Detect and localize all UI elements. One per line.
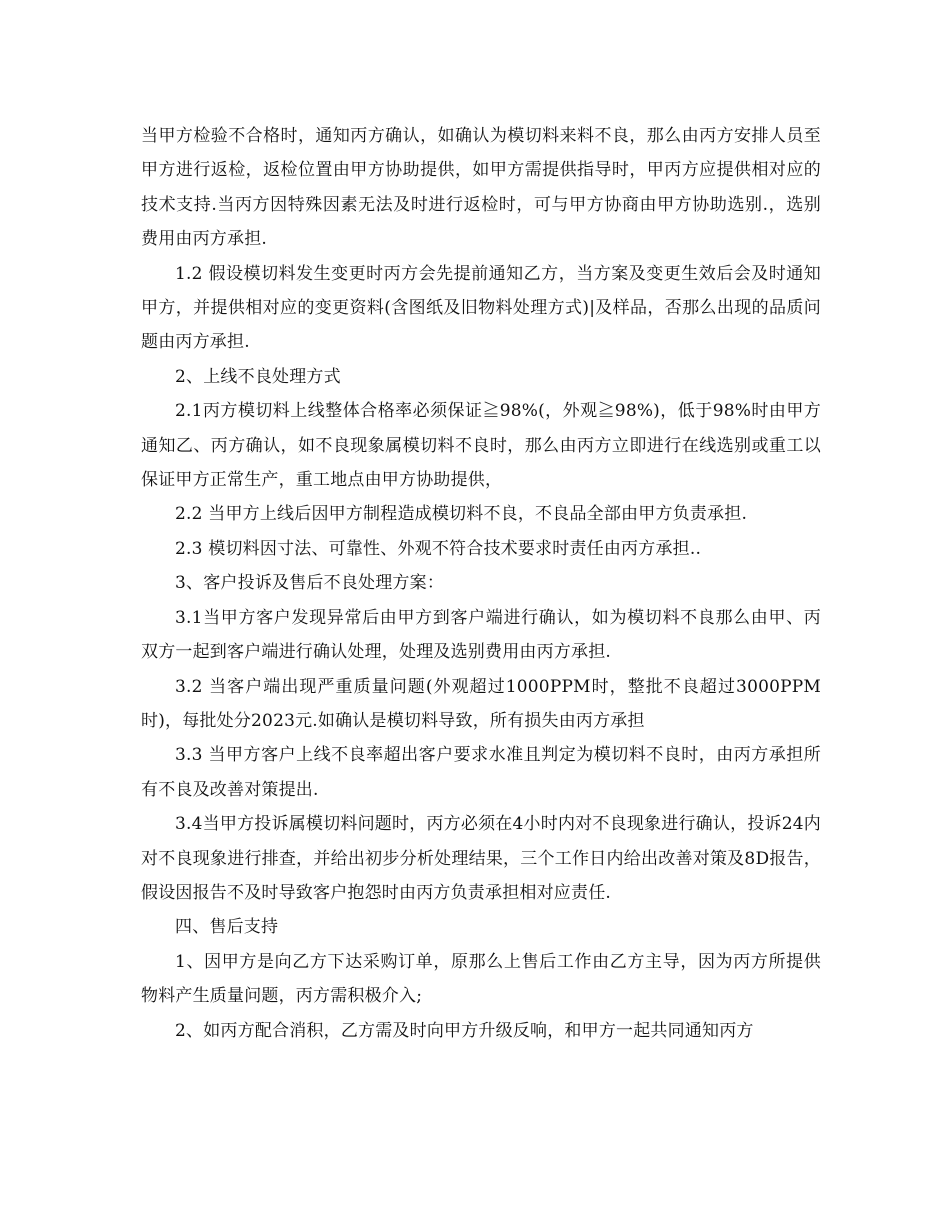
paragraph-2-3-spec-responsibility: 2.3 模切料因寸法、可靠性、外观不符合技术要求时责任由丙方承担.. — [175, 538, 702, 559]
paragraph-4-1-purchase-order: 1、因甲方是向乙方下达采购订单，原那么上售后工作由乙方主导，因为丙方所提供物料产生质量问题，丙方需积极介入; — [141, 951, 821, 1007]
paragraph-1-2-change-notice: 1.2 假设模切料发生变更时丙方会先提前通知乙方，当方案及变更生效后会及时通知甲方，并提供相对应的变更资料(含图纸及旧物料处理方式)|及样品，否那么出现的品质问题由丙方承担. — [141, 263, 821, 353]
paragraph-3-1-customer-issue: 3.1当甲方客户发现异常后由甲方到客户端进行确认，如为模切料不良那么由甲、丙双方一起到客户端进行确认处理，处理及选别费用由丙方承担. — [141, 607, 821, 663]
paragraph-returns-inspection: 当甲方检验不合格时，通知丙方确认，如确认为模切料来料不良，那么由丙方安排人员至甲方进行返检，返检位置由甲方协助提供，如甲方需提供指导时，甲丙方应提供相对应的技术支持.当丙方因特殊因素无法及时进行返检时，可与甲方协商由甲方协助选别.，选别费用由丙方承担. — [141, 126, 821, 250]
paragraph-2-1-pass-rate: 2.1丙方模切料上线整体合格率必须保证≧98%(，外观≧98%)，低于98%时由甲方通知乙、丙方确认，如不良现象属模切料不良时，那么由丙方立即进行在线选别或重工以保证甲方正常生产，重工地点由甲方协助提供， — [141, 401, 821, 491]
paragraph-2-2-process-defect: 2.2 当甲方上线后因甲方制程造成模切料不良，不良品全部由甲方负责承担. — [175, 504, 748, 525]
paragraph-3-2-serious-quality: 3.2 当客户端出现严重质量问题(外观超过1000PPM时，整批不良超过3000PPM时)，每批处分2023元.如确认是模切料导致，所有损失由丙方承担 — [141, 676, 821, 731]
paragraph-3-4-complaint-response: 3.4当甲方投诉属模切料问题时，丙方必须在4小时内对不良现象进行确认，投诉24内对不良现象进行排查，并给出初步分析处理结果，三个工作日内给出改善对策及8D报告，假设因报告不及时导致客户抱怨时由丙方负责承担相对应责任. — [141, 814, 821, 903]
heading-3-complaints: 3、客户投诉及售后不良处理方案： — [175, 573, 445, 594]
heading-4-after-sales-support: 四、售后支持 — [175, 917, 279, 938]
paragraph-4-2-escalation: 2、如丙方配合消积，乙方需及时向甲方升级反响，和甲方一起共同通知丙方 — [175, 1020, 754, 1041]
paragraph-3-3-defect-rate: 3.3 当甲方客户上线不良率超出客户要求水准且判定为模切料不良时，由丙方承担所有不良及改善对策提出. — [141, 745, 821, 800]
heading-2-online-defect-handling: 2、上线不良处理方式 — [175, 366, 341, 387]
document-body — [141, 119, 821, 1048]
